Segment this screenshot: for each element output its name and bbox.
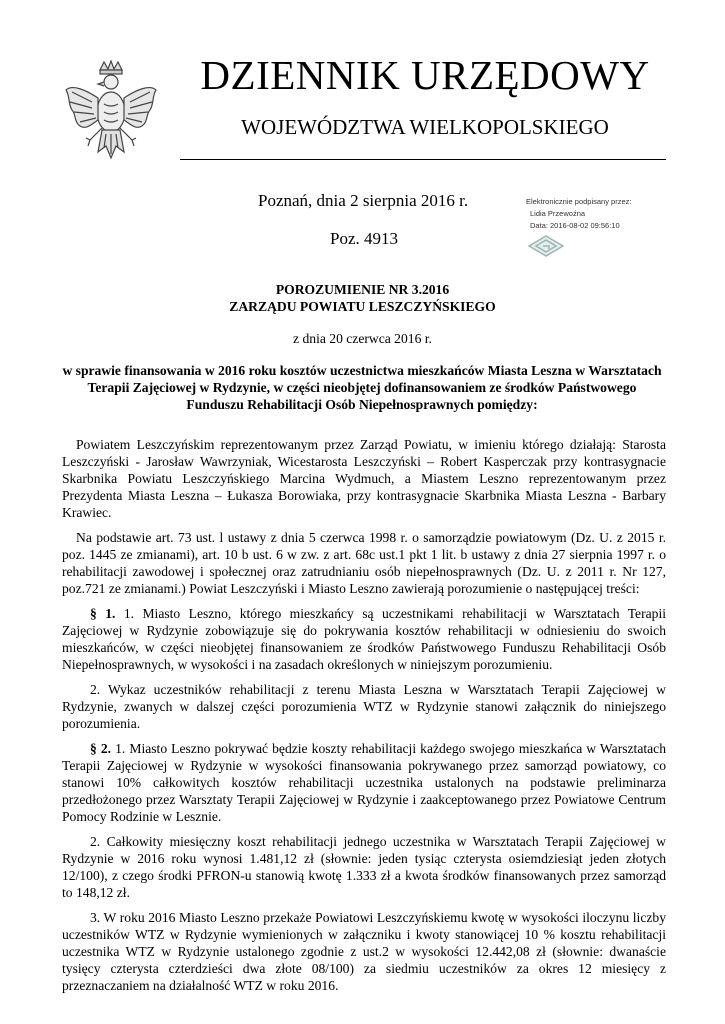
signature-caption: Elektronicznie podpisany przez:	[526, 197, 632, 206]
document-title-line-1: POROZUMIENIE NR 3.2016	[275, 282, 450, 297]
place-and-date: Poznań, dnia 2 sierpnia 2016 r.	[258, 191, 469, 210]
section-1-label: § 1.	[90, 606, 116, 621]
document-title-line-2: ZARZĄDU POWIATU LESZCZYŃSKIEGO	[229, 299, 496, 314]
polish-eagle-emblem-icon	[62, 60, 160, 170]
gazette-subtitle: WOJEWÓDZTWA WIELKOPOLSKIEGO	[241, 115, 609, 139]
position-number: Poz. 4913	[330, 229, 398, 248]
document-subject: w sprawie finansowania w 2016 roku kosztów uczestnictwa mieszkańców Miasta Leszna w Warsztatach Terapii Zajęciowej w Rydzynie, w części nieobjętej dofinansowaniem ze środków Państwowego Funduszu Rehabilitacji Osób Niepełnosprawnych pomiędzy:	[62, 363, 662, 412]
document-body	[62, 436, 666, 1002]
section-2-paragraph-3: 3. W roku 2016 Miasto Leszno przekaże Powiatowi Leszczyńskiemu kwotę w wysokości iloczynu liczby uczestników WTZ w Rydzynie wymienionych w załączniku i kwoty stanowiącej 10 % kosztu rehabilitacji uczestnika WTZ w Rydzynie ustalonego zgodnie z ust.2 w wysokości 12.442,08 zł (słownie: dwanaście tysięcy czterysta czterdzieści dwa złote 08/100) za siedmiu uczestników za okres 12 miesięcy z przeznaczaniem na działalność WTZ w roku 2016.	[62, 910, 666, 993]
section-1-paragraph-1	[62, 605, 666, 673]
gazette-title: DZIENNIK URZĘDOWY	[200, 52, 650, 98]
section-2-label: § 2.	[90, 741, 112, 756]
section-1-text-1: 1. Miasto Leszno, którego mieszkańcy są uczestnikami rehabilitacji w Warsztatach Terapii Zajęciowej w Rydzynie zobowiązuje się do pokrywania kosztów rehabilitacji w odniesieniu do swoich mieszkańców, w części nieobjętej finansowaniem ze środków Państwowego Funduszu Rehabilitacji Osób Niepełnosprawnych, w wysokości i na zasadach określonych w niniejszym porozumieniu.	[62, 606, 666, 672]
document-title	[60, 281, 665, 315]
document-date: z dnia 20 czerwca 2016 r.	[293, 331, 432, 346]
section-2-text-1: 1. Miasto Leszno pokrywać będzie koszty rehabilitacji każdego swojego mieszkańca w Warsztatach Terapii Zajęciowej w Rydzynie w wysokości finansowania pokrywanego przez samorząd powiatowy, co stanowi 10% całkowitych kosztów rehabilitacji uczestnika ustalonych na podstawie preliminarza przedłożonego przez Warsztaty Terapii Zajęciowej w Rydzynie i zaakceptowanego przez Powiatowe Centrum Pomocy Rodzinie w Lesznie.	[62, 741, 667, 824]
signature-date: Data: 2016-08-02 09:56:10	[530, 221, 620, 230]
electronic-signature-block	[526, 196, 686, 232]
signature-signer: Lidia Przewoźna	[530, 209, 586, 218]
e-signature-mark-icon	[527, 234, 565, 258]
section-2-paragraph-1	[62, 740, 666, 825]
parties-paragraph: Powiatem Leszczyńskim reprezentowanym przez Zarząd Powiatu, w imieniu którego działają: Starosta Leszczyński - Jarosław Wawrzyniak, Wicestarosta Leszczyński – Robert Kasperczak przy kontrasygnacie Skarbnika Powiatu Leszczyńskiego Marcina Wydmuch, a Miastem Leszno reprezentowanym przez Prezydenta Miasta Leszna – Łukasza Borowiaka, przy kontrasygnacie Skarbnika Miasta Leszna - Barbary Krawiec.	[62, 437, 666, 520]
section-2-paragraph-2: 2. Całkowity miesięczny koszt rehabilitacji jednego uczestnika w Warsztatach Terapii Zajęciowej w Rydzynie w 2016 roku wynosi 1.481,12 zł (słownie: jeden tysiąc czterysta osiemdziesiąt jeden złotych 12/100), z czego środki PFRON-u stanowią kwotę 1.333 zł a kwota środków finansowanych przez samorząd to 148,12 zł.	[62, 834, 666, 900]
legal-basis-paragraph: Na podstawie art. 73 ust. l ustawy z dnia 5 czerwca 1998 r. o samorządzie powiatowym (Dz. U. z 2015 r. poz. 1445 ze zmianami), art. 10 b ust. 6 w zw. z art. 68c ust.1 pkt 1 lit. b ustawy z dnia 27 sierpnia 1997 r. o rehabilitacji zawodowej i społecznej oraz zatrudnianiu osób niepełnosprawnych (Dz. U. z 2011 r. Nr 127, poz.721 ze zmianami.) Powiat Leszczyński i Miasto Leszno zawierają porozumienie o następującej treści:	[62, 530, 666, 596]
section-1-paragraph-2: 2. Wykaz uczestników rehabilitacji z terenu Miasta Leszna w Warsztatach Terapii Zajęciowej w Rydzynie, zwanych w dalszej części porozumienia WTZ w Rydzynie stanowi załącznik do niniejszego porozumienia.	[62, 682, 666, 731]
masthead-divider	[180, 159, 666, 160]
